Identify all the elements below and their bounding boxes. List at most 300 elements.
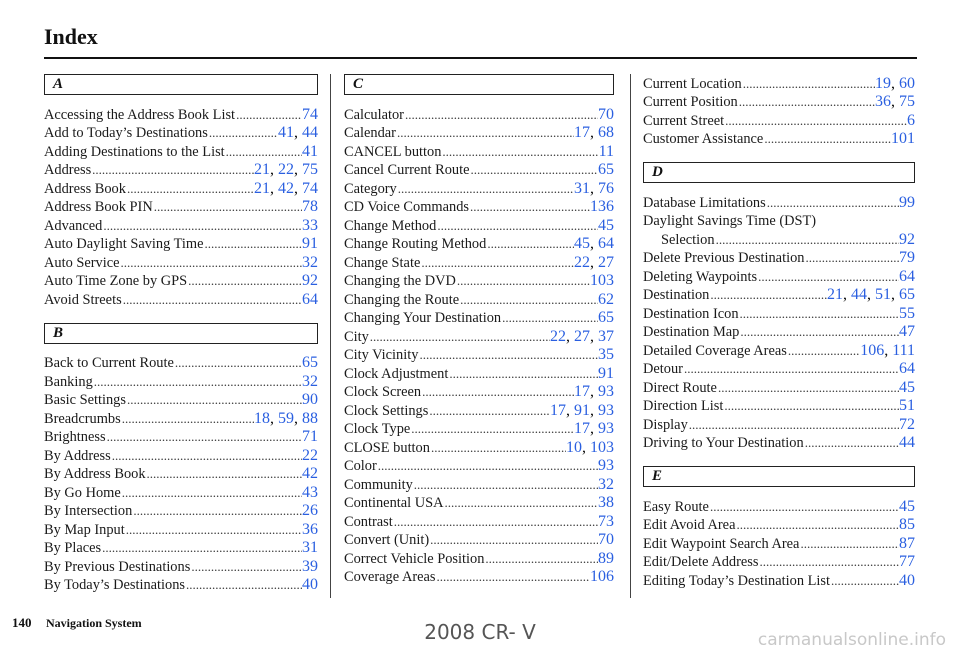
page-link[interactable]: 19 [875,74,891,92]
dot-leader [369,328,550,346]
dot-leader [120,254,302,272]
page-ref-separator: , [590,124,598,141]
dot-leader [709,286,827,304]
page-link[interactable]: 91 [598,364,614,382]
page-link[interactable]: 21 [254,179,270,197]
page-refs [574,254,614,272]
dot-leader [393,513,598,531]
page-link[interactable]: 106 [860,341,885,359]
index-term: Accessing the Address Book List [44,106,236,123]
dot-leader [799,535,899,553]
page-title: Index [44,24,98,49]
page-link[interactable]: 51 [899,397,915,414]
page-link[interactable]: 103 [590,272,614,289]
index-entry [44,520,318,539]
dot-leader [121,484,302,502]
page-link[interactable]: 64 [302,290,318,308]
page-link[interactable]: 74 [302,179,318,197]
index-term: Category [344,180,397,197]
index-entry [44,502,318,521]
page-link[interactable]: 27 [574,327,590,345]
page-refs [302,272,318,290]
page-refs [899,194,915,212]
page-link[interactable]: 62 [598,290,614,308]
page-link[interactable]: 42 [278,179,294,197]
page-link[interactable]: 55 [899,304,915,322]
page-refs [860,342,915,360]
page-refs [302,576,318,594]
page-refs [590,568,614,586]
index-term: Clock Type [344,421,411,437]
page-refs [899,231,915,249]
index-entry [344,383,614,402]
page-refs [598,346,614,364]
page-refs [899,553,915,571]
index-term: Change State [344,254,421,271]
index-entry [344,549,614,568]
dot-leader [444,494,598,512]
page-refs [891,130,915,148]
index-term: Current Position [643,94,738,110]
dot-leader [125,521,302,539]
index-term: Current Street [643,112,725,129]
page-link[interactable]: 45 [574,235,590,252]
title-rule [44,57,917,59]
page-link[interactable]: 92 [899,230,915,248]
page-refs [254,180,318,198]
dot-leader [126,391,302,409]
index-entry [344,142,614,161]
index-entry [344,327,614,346]
page-link[interactable]: 64 [899,267,915,285]
index-term: Easy Route [643,498,709,515]
page-ref-separator: , [590,383,598,400]
index-entry [344,475,614,494]
page-link[interactable]: 18 [254,409,270,427]
page-link[interactable]: 87 [899,534,915,552]
page-link[interactable]: 17 [574,383,590,400]
page-refs [598,217,614,235]
index-term: Clock Screen [344,384,422,400]
page-link[interactable]: 65 [598,161,614,178]
dot-leader [190,558,302,576]
index-entry [44,557,318,576]
page-link[interactable]: 45 [598,216,614,234]
index-term: CLOSE button [344,439,430,456]
dot-leader [709,498,899,516]
index-entry [44,142,318,161]
page-link[interactable]: 65 [302,354,318,371]
page-ref-separator: , [590,179,598,197]
index-entry [344,272,614,291]
dot-leader [717,379,899,397]
dot-leader [429,531,598,549]
index-term: Add to Today’s Destinations [44,125,208,141]
index-term: Detour [643,361,683,377]
index-entry [643,323,915,342]
index-term: Calendar [344,125,396,141]
page-link[interactable]: 44 [851,286,867,303]
page-link[interactable]: 93 [598,401,614,419]
page-link[interactable]: 44 [302,124,318,141]
page-refs [899,434,915,452]
index-term: Convert (Unit) [344,532,430,548]
index-term: Continental USA [344,495,444,511]
index-entry [344,253,614,272]
page-refs [550,402,614,420]
dot-leader [204,235,302,253]
page-link[interactable]: 36 [875,93,891,110]
page-ref-separator: , [270,179,278,197]
index-entry [643,267,915,286]
dot-leader [757,268,899,286]
section-spacer [643,148,915,162]
page-refs [598,494,614,512]
index-entry [643,74,915,93]
dot-leader [413,476,598,494]
dot-leader [739,323,899,341]
page-link[interactable]: 72 [899,415,915,433]
index-entry [344,179,614,198]
index-term: Edit/Delete Address [643,554,759,570]
page-ref-separator: , [891,74,899,92]
page-link[interactable]: 91 [302,235,318,252]
dot-leader [459,291,598,309]
index-term: Changing Your Destination [344,310,502,326]
index-term: Calculator [344,106,404,123]
page-refs [899,379,915,397]
page-link[interactable]: 40 [899,571,915,589]
dot-leader [486,235,574,253]
index-term: CD Voice Commands [344,199,469,215]
page-link[interactable]: 27 [598,253,614,271]
index-term: Direct Route [643,379,717,396]
index-entry [344,124,614,143]
section-header-a: A [44,74,318,95]
page-refs [302,143,318,161]
page-refs [302,354,318,372]
page-link[interactable]: 71 [302,428,318,445]
index-term-first-line: Daylight Savings Time (DST) [643,212,817,229]
page-refs [875,93,915,111]
page-link[interactable]: 31 [302,539,318,556]
page-refs [302,235,318,253]
page-refs [302,254,318,272]
watermark-site: carmanualsonline.info [757,630,946,650]
index-entry [643,553,915,572]
index-entry [44,198,318,217]
index-term: Coverage Areas [344,569,436,585]
page-link[interactable]: 76 [598,179,614,197]
page-link[interactable]: 22 [278,161,294,178]
page-link[interactable]: 22 [550,327,566,345]
page-link[interactable]: 40 [302,576,318,593]
page-link[interactable]: 38 [598,494,614,511]
index-term: Address Book [44,180,126,197]
index-term: Basic Settings [44,392,126,408]
page-link[interactable]: 88 [302,409,318,427]
page-link[interactable]: 22 [574,253,590,271]
page-link[interactable]: 68 [598,124,614,141]
page-ref-separator: , [590,420,598,437]
page-link[interactable]: 93 [598,420,614,437]
index-entry [44,124,318,143]
index-term: By Map Input [44,521,125,538]
index-entry [44,409,318,428]
page-link[interactable]: 89 [598,549,614,567]
index-entry [44,179,318,198]
page-ref-separator: , [590,327,598,345]
page-link[interactable]: 90 [302,391,318,408]
index-term: Back to Current Route [44,355,174,371]
page-ref-separator: , [590,253,598,271]
page-ref-separator: , [294,409,302,427]
index-term: Auto Daylight Saving Time [44,236,204,252]
page-refs [574,180,614,198]
dot-leader [742,75,875,93]
page-link[interactable]: 106 [590,568,614,585]
page-refs [899,323,915,341]
index-entry [344,309,614,328]
page-refs [899,535,915,553]
index-term: Direction List [643,398,724,414]
page-link[interactable]: 47 [899,323,915,340]
page-link[interactable]: 103 [590,438,614,456]
dot-leader [683,360,899,378]
page-link[interactable]: 17 [574,124,590,141]
page-link[interactable]: 93 [598,383,614,400]
page-link[interactable]: 59 [278,409,294,427]
page-link[interactable]: 85 [899,516,915,533]
index-term: Edit Avoid Area [643,517,736,533]
dot-leader [484,550,598,568]
index-entry [643,397,915,416]
dot-leader [469,198,590,216]
page-refs [598,291,614,309]
index-entry [643,230,915,249]
page-link[interactable]: 17 [574,420,590,437]
dot-leader [121,410,254,428]
page-link[interactable]: 21 [254,161,270,178]
index-entry [643,304,915,323]
page-refs [302,198,318,216]
page-refs [598,106,614,124]
page-link[interactable]: 64 [598,235,614,252]
index-term: Destination [643,287,710,303]
page-ref-separator: , [566,327,574,345]
page-refs [254,410,318,428]
index-entry [344,494,614,513]
index-entry [344,568,614,587]
index-term: By Address Book [44,466,146,482]
dot-leader [428,402,550,420]
page-refs [598,309,614,327]
page-link[interactable]: 73 [598,512,614,530]
index-term: Adding Destinations to the List [44,143,225,160]
page-link[interactable]: 35 [598,346,614,363]
page-ref-separator: , [590,235,598,252]
index-entry [44,576,318,595]
page-link[interactable]: 42 [302,465,318,482]
page-link[interactable]: 44 [899,434,915,451]
page-number: 140 [12,615,32,630]
index-entry [643,130,915,149]
dot-leader [101,539,302,557]
dot-leader [106,428,302,446]
page-refs [875,75,915,93]
index-entry [44,105,318,124]
page-refs [302,558,318,576]
dot-leader [153,198,302,216]
index-term: Display [643,416,688,433]
page-refs [899,516,915,534]
page-refs [574,383,614,401]
page-refs [899,249,915,267]
page-link[interactable]: 39 [302,557,318,575]
page-link[interactable]: 65 [598,309,614,326]
page-link[interactable]: 136 [590,198,614,215]
dot-leader [185,576,302,594]
index-term: Correct Vehicle Position [344,550,485,567]
page-refs [598,513,614,531]
index-entry [643,534,915,553]
page-link[interactable]: 93 [598,457,614,474]
index-term: Banking [44,373,93,390]
page-link[interactable]: 11 [598,142,614,160]
index-entry [44,483,318,502]
index-entry [643,434,915,453]
dot-leader [93,373,302,391]
page-refs [302,484,318,502]
page-link[interactable]: 31 [574,179,590,197]
page-link[interactable]: 26 [302,502,318,519]
page-refs [899,305,915,323]
page-link[interactable]: 75 [899,93,915,110]
page-refs [550,328,614,346]
page-link[interactable]: 17 [550,401,566,419]
page-link[interactable]: 36 [302,520,318,538]
page-link[interactable]: 70 [598,531,614,548]
page-ref-separator: , [891,286,899,303]
page-refs [598,531,614,549]
index-entry [344,216,614,235]
index-term: Changing the DVD [344,273,456,289]
dot-leader [397,180,574,198]
index-term: Advanced [44,217,103,234]
page-link[interactable]: 32 [302,253,318,271]
page-link[interactable]: 111 [892,341,915,359]
page-refs [302,373,318,391]
index-term: Address Book PIN [44,199,153,215]
dot-leader [804,249,899,267]
page-link[interactable]: 64 [899,360,915,377]
page-link[interactable]: 75 [302,161,318,178]
page-link[interactable]: 70 [598,105,614,123]
index-entry [44,161,318,180]
index-term: Breadcrumbs [44,410,121,427]
index-term: Changing the Route [344,291,460,308]
page-link[interactable]: 32 [598,475,614,493]
page-link[interactable]: 60 [899,74,915,92]
index-entry [344,235,614,254]
page-refs [599,143,614,161]
index-entry [344,512,614,531]
index-term: CANCEL button [344,143,442,160]
dot-leader [91,161,254,179]
index-entry [643,378,915,397]
page-link[interactable]: 101 [891,130,915,147]
index-term: Contrast [344,513,393,530]
dot-leader [738,93,875,111]
page-refs [302,291,318,309]
index-entry [344,420,614,439]
page-link[interactable]: 77 [899,553,915,570]
page-link[interactable]: 45 [899,497,915,515]
page-link[interactable]: 6 [907,111,915,129]
index-entry [344,438,614,457]
dot-leader [759,553,900,571]
page-link[interactable]: 78 [302,198,318,215]
index-term: By Address [44,447,111,464]
index-term: By Intersection [44,503,133,519]
page-link[interactable]: 99 [899,193,915,211]
dot-leader [377,457,598,475]
dot-leader [763,130,891,148]
page-link[interactable]: 79 [899,249,915,266]
index-entry [344,161,614,180]
page-refs [566,439,614,457]
page-link[interactable]: 10 [566,438,582,456]
index-term: Change Routing Method [344,236,487,252]
page-ref-separator: , [270,409,278,427]
dot-leader [410,420,574,438]
page-refs [598,365,614,383]
page-link[interactable]: 41 [302,142,318,160]
page-link[interactable]: 65 [899,286,915,303]
page-link[interactable]: 21 [827,286,843,303]
index-entry [44,253,318,272]
page-ref-separator: , [270,161,278,178]
page-link[interactable]: 41 [278,124,294,141]
page-link[interactable]: 92 [302,272,318,289]
index-term: Selection [661,231,715,248]
index-entry [44,391,318,410]
dot-leader [448,365,598,383]
page-refs [899,416,915,434]
page-refs [590,198,614,216]
page-link[interactable]: 32 [302,372,318,390]
dot-leader [724,112,907,130]
index-entry [643,360,915,379]
dot-leader [804,434,899,452]
index-term: Avoid Streets [44,291,122,308]
page-link[interactable]: 74 [302,105,318,123]
index-entry [44,372,318,391]
page-link[interactable]: 37 [598,327,614,345]
dot-leader [126,180,254,198]
dot-leader [456,272,590,290]
page-ref-separator: , [843,286,851,303]
page-link[interactable]: 91 [574,401,590,419]
page-link[interactable]: 45 [899,378,915,396]
page-link[interactable]: 43 [302,483,318,501]
index-term: Auto Time Zone by GPS [44,273,188,289]
page-link[interactable]: 22 [302,446,318,464]
page-ref-separator: , [884,341,893,359]
page-link[interactable]: 51 [875,286,891,303]
page-refs [302,106,318,124]
page-link[interactable]: 33 [302,216,318,234]
